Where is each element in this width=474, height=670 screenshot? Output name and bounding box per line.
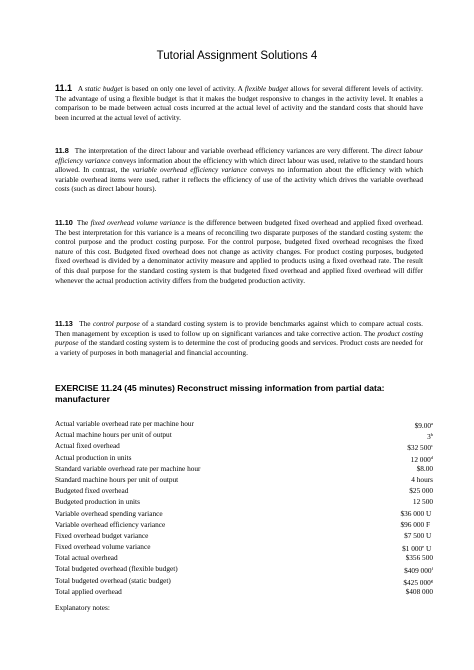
question-number: 11.13 <box>55 319 73 328</box>
footnote-marker: g <box>430 577 433 583</box>
term: flexible budget <box>244 84 289 93</box>
row-label: Fixed overhead budget variance <box>55 530 149 540</box>
question-11-13 <box>55 319 423 357</box>
exercise-heading: EXERCISE 11.24 (45 minutes) Reconstruct missing information from partial data: manufacturer <box>55 383 385 404</box>
row-label: Actual production in units <box>55 452 132 462</box>
table-row <box>55 508 433 519</box>
row-label: Standard machine hours per unit of output <box>55 474 179 484</box>
footnote-marker: f <box>431 566 433 572</box>
row-value <box>417 463 433 474</box>
value-amount: $408 000 <box>405 586 433 596</box>
value-amount: $409 000 <box>404 566 432 576</box>
row-value <box>400 519 433 530</box>
explanatory-notes-heading: Explanatory notes: <box>55 603 110 612</box>
value-amount: $36 000 <box>400 508 425 518</box>
question-number: 11.8 <box>55 146 69 155</box>
value-amount: $32 500 <box>407 443 431 453</box>
value-amount: $96 000 <box>400 519 425 529</box>
row-label: Total applied overhead <box>55 586 122 596</box>
variance-indicator: U <box>426 508 432 518</box>
table-row <box>55 463 433 474</box>
question-11-1 <box>55 84 423 122</box>
question-11-10 <box>55 218 423 285</box>
question-number: 11.10 <box>55 218 73 227</box>
row-label: Standard variable overhead rate per machine hour <box>55 463 201 473</box>
row-label: Variable overhead efficiency variance <box>55 519 166 529</box>
value-amount: 12 500 <box>412 497 433 507</box>
table-row <box>55 496 433 507</box>
value-amount: $356 500 <box>405 553 433 563</box>
row-label: Budgeted production in units <box>55 497 140 507</box>
table-row <box>55 563 433 574</box>
footnote-marker: a <box>431 421 433 426</box>
answer-text: 11.1 A static budget is based on only one level of activity. A flexible budget allows for several different levels of activity. The advantage of using a flexible budget is that it makes the budget responsive to changes in the activity level. It enables a comparison to be made between actual costs incurred at the actual level of activity and the standard costs that should have been incurred at the actual level of activity. <box>55 83 423 122</box>
table-row <box>55 541 433 552</box>
variance-indicator: F <box>426 519 431 529</box>
table-row <box>55 440 433 451</box>
value-amount: $25 000 <box>409 486 433 496</box>
row-label: Variable overhead spending variance <box>55 508 163 518</box>
row-label: Actual variable overhead rate per machine hour <box>55 419 194 428</box>
value-amount: 4 hours <box>411 474 433 484</box>
row-label: Actual machine hours per unit of output <box>55 430 172 440</box>
row-value <box>411 474 433 485</box>
answer-text: 11.10 The fixed overhead volume variance is the difference between budgeted fixed overhead and applied fixed overhead. The best interpretation for this variance is a means of reconciling two disparate purposes of the standard costing system: the control purpose and the product costing purpose. For the control purpose, budgeted fixed overhead recognises the fixed nature of this cost. Budgeted fixed overhead does not change as activity changes. For product costing purposes, budgeted fixed overhead is divided by a denominator activity measure and applied to products using a fixed overhead rate. The result of this dual purpose for the standard costing system is that budgeted fixed overhead and applied fixed overhead will differ whenever the actual production activity differs from the budgeted production activity. <box>55 218 424 285</box>
row-label: Total actual overhead <box>55 553 118 563</box>
value-amount: $1 000 <box>402 544 423 554</box>
row-value <box>400 508 433 519</box>
table-row <box>55 530 433 541</box>
table-row <box>55 418 433 429</box>
term: static budget <box>84 84 123 93</box>
value-amount: 3 <box>427 432 431 442</box>
row-value <box>404 530 433 541</box>
variance-indicator: U <box>426 530 432 540</box>
row-label: Actual fixed overhead <box>55 441 120 451</box>
term: direct labour efficiency variance <box>55 146 423 165</box>
value-amount: $9.00 <box>414 421 431 430</box>
question-11-8 <box>55 146 423 194</box>
variance-indicator: U <box>426 544 432 554</box>
row-value <box>406 586 433 597</box>
row-label: Fixed overhead volume variance <box>55 542 151 552</box>
table-row <box>55 575 433 586</box>
answer-text: 11.13 The control purpose of a standard costing system is to provide benchmarks against which to compare actual costs. Then management by exception is used to follow up on significant variances and take corrective action. The product costing purpose of the standard costing system is to determine the cost of producing goods and services. Product costs are needed for a variety of purposes in both managerial and financial accounting. <box>55 319 423 357</box>
value-amount: $7 500 <box>404 530 425 540</box>
value-amount: $425 000 <box>403 577 431 587</box>
table-row <box>55 552 433 563</box>
table-row <box>55 519 433 530</box>
table-row <box>55 474 433 485</box>
data-table <box>55 418 433 597</box>
value-amount: $8.00 <box>416 463 433 473</box>
value-amount: 12 000 <box>410 454 431 464</box>
table-row <box>55 452 433 463</box>
table-row <box>55 485 433 496</box>
footnote-marker: d <box>430 454 433 460</box>
term: fixed overhead volume variance <box>90 218 186 227</box>
row-label: Total budgeted overhead (flexible budget) <box>55 564 178 574</box>
row-value <box>413 496 433 507</box>
question-number: 11.1 <box>55 83 73 93</box>
table-row <box>55 586 433 597</box>
term: product costing purpose <box>55 328 423 348</box>
table-row <box>55 429 433 440</box>
term: variable overhead efficiency variance <box>132 165 247 175</box>
page-title: Tutorial Assignment Solutions 4 <box>156 50 318 62</box>
row-value <box>406 552 433 563</box>
footnote-marker: e <box>422 544 425 550</box>
footnote-marker: b <box>430 432 433 438</box>
answer-text: 11.8 The interpretation of the direct labour and variable overhead efficiency variances are very different. The direct labour efficiency variance conveys information about the efficiency with which direct labour was used, relative to the standard hours allowed. In contrast, the variable overhead efficiency variance conveys no information about the efficiency with which variable overhead items were used, rather it reflects the efficiency of use of the activity which drives the variable overhead costs (such as direct labour hours). <box>55 146 424 194</box>
row-label: Total budgeted overhead (static budget) <box>55 575 171 585</box>
row-value <box>409 485 433 496</box>
footnote-marker: c <box>431 443 433 449</box>
row-label: Budgeted fixed overhead <box>55 486 129 496</box>
term: control purpose <box>92 319 140 328</box>
